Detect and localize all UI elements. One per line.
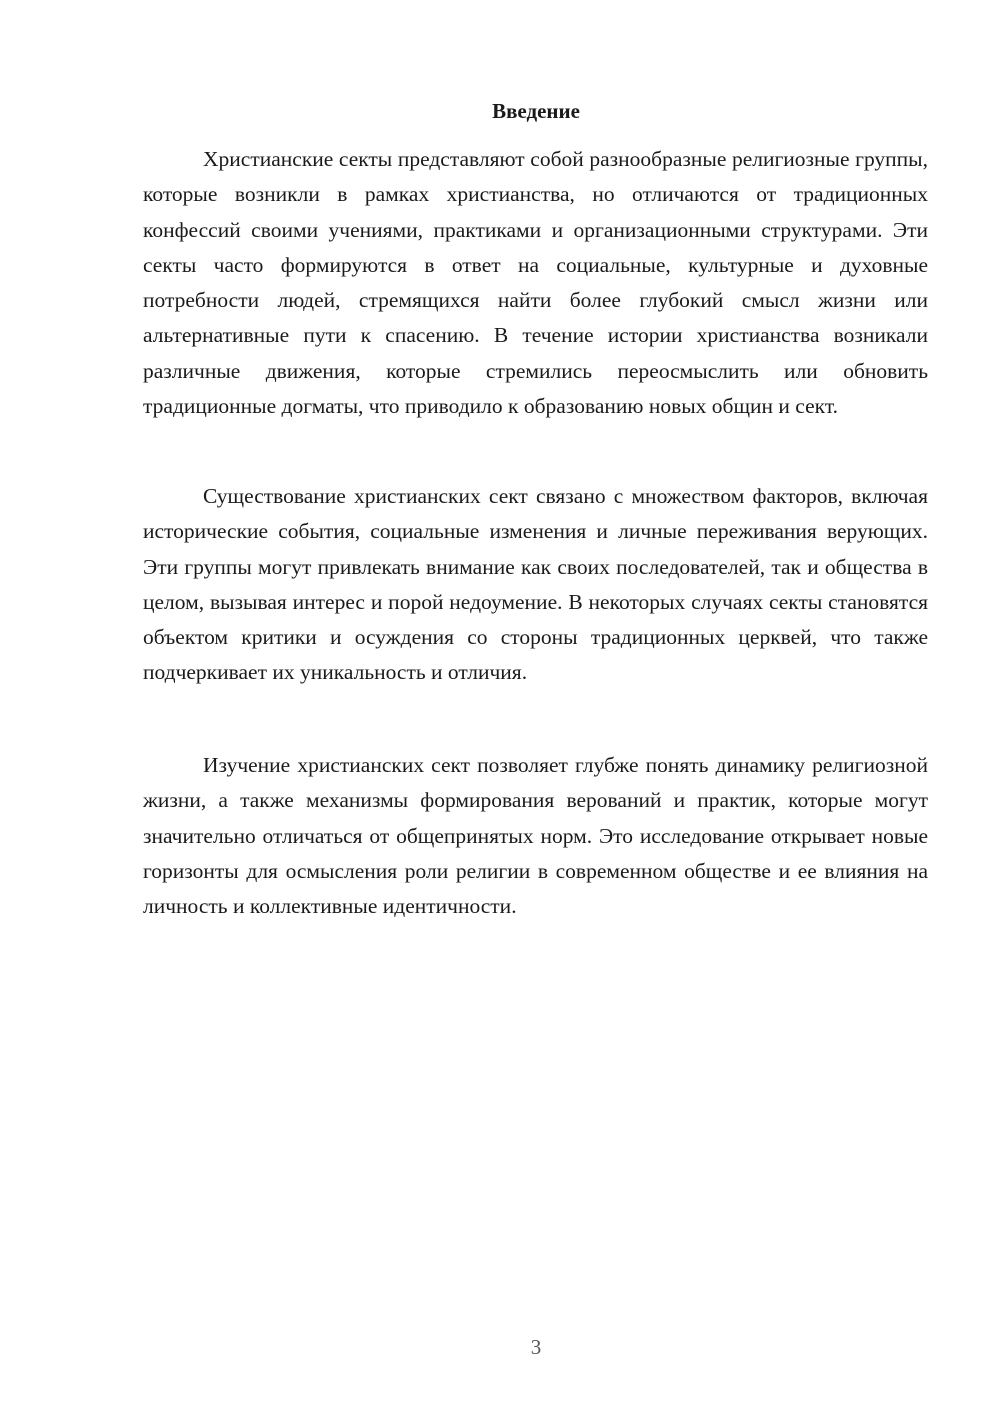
paragraph-3: Изучение христианских сект позволяет глубже понять динамику религиозной жизни, а также механизмы формирования верований и практик, которые могут значительно отличаться от общепринятых норм. Это исследование открывает новые горизонты для осмысления роли религии в современном обществе и ее влияния на личность и коллективные идентичности. (143, 753, 928, 919)
paragraph-2: Существование христианских сект связано с множеством факторов, включая исторические события, социальные изменения и личные переживания верующих. Эти группы могут привлекать внимание как своих последователей, так и общества в целом, вызывая интерес и порой недоумение. В некоторых случаях секты становятся объектом критики и осуждения со стороны традиционных церквей, что также подчеркивает их уникальность и отличия. (143, 484, 928, 685)
page-number: 3 (530, 1335, 542, 1359)
section-heading: Введение (492, 99, 580, 123)
paragraph-1: Христианские секты представляют собой разнообразные религиозные группы, которые возникли в рамках христианства, но отличаются от традиционных конфессий своими учениями, практиками и организационными структурами. Эти секты часто формируются в ответ на социальные, культурные и духовные потребности людей, стремящихся найти более глубокий смысл жизни или альтернативные пути к спасению. В течение истории христианства возникали различные движения, которые стремились переосмыслить или обновить традиционные догматы, что приводило к образованию новых общин и сект. (143, 147, 928, 419)
